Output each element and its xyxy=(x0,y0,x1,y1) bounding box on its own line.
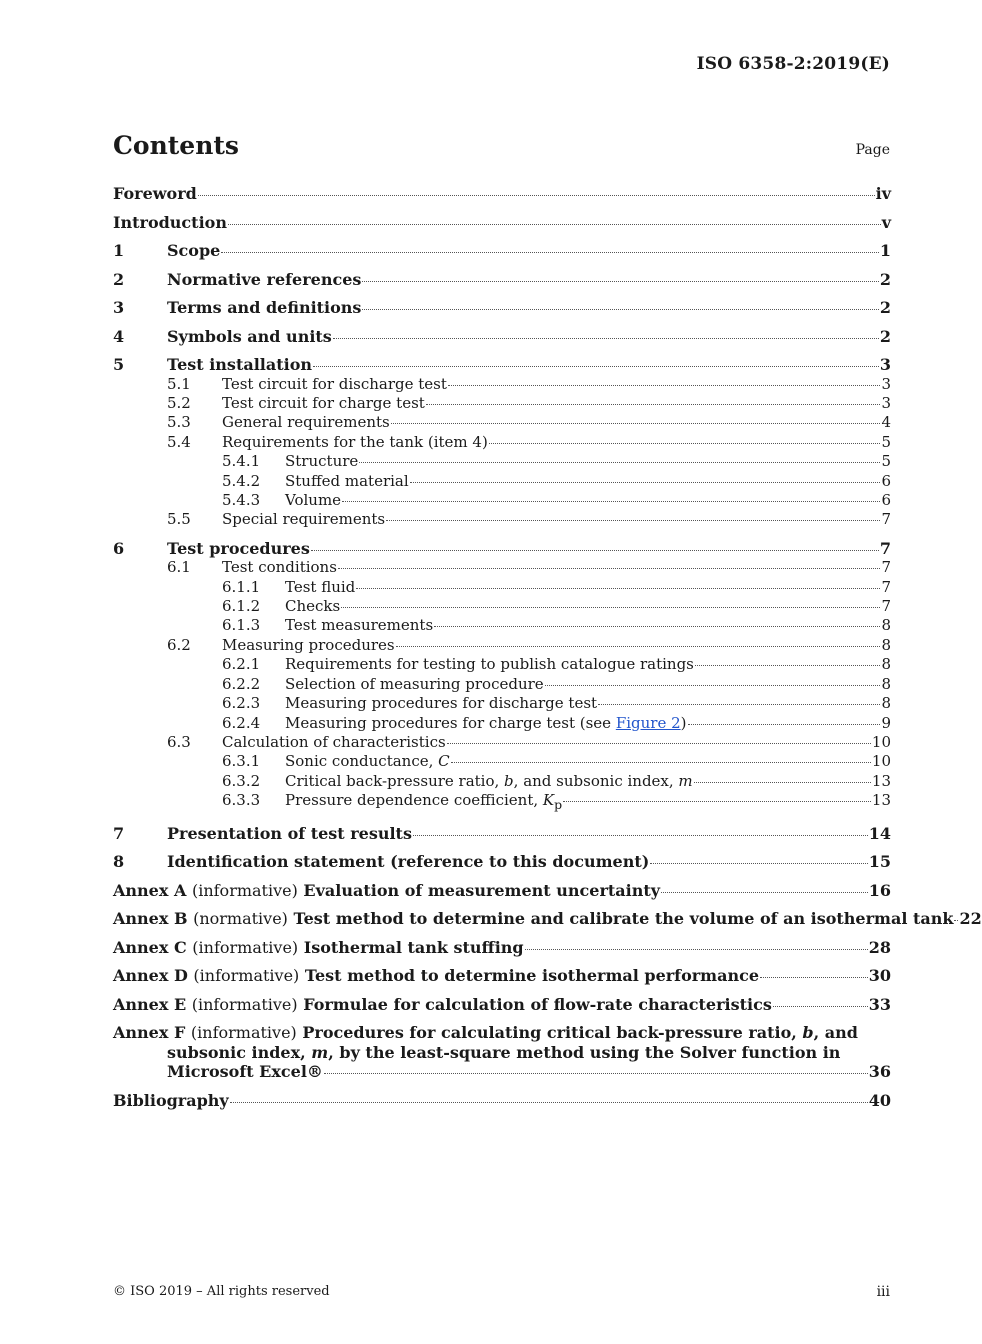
toc-entry-annex-f[interactable] xyxy=(113,1023,891,1082)
dot-leader xyxy=(386,520,880,521)
annex-f-line-2: subsonic index, m, by the least-square method using the Solver function in xyxy=(167,1042,841,1062)
toc-entry-annex-a[interactable]: Annex A (informative) Evaluation of measurement uncertainty 16 xyxy=(113,880,891,900)
annex-f-line-1: Annex F (informative) Procedures for calculating critical back-pressure ratio, b, and xyxy=(113,1023,858,1043)
toc-entry-5-3[interactable]: 5.3 General requirements 4 xyxy=(167,413,891,432)
dot-leader xyxy=(650,863,867,864)
toc-entry-6-2-4[interactable]: 6.2.4 Measuring procedures for charge test (see Figure 2) 9 xyxy=(222,713,891,732)
dot-leader xyxy=(341,607,880,608)
toc-entry-2-normative-references[interactable]: 2 Normative references 2 xyxy=(113,269,891,289)
dot-leader xyxy=(362,281,878,282)
dot-leader xyxy=(448,385,881,386)
toc-entry-6-1-2[interactable]: 6.1.2 Checks 7 xyxy=(222,597,891,616)
toc-entry-6-3-2[interactable]: 6.3.2 Critical back-pressure ratio, b, and subsonic index, m 13 xyxy=(222,771,891,790)
dot-leader xyxy=(773,1006,868,1007)
dot-leader xyxy=(198,195,875,196)
toc-entry-3-terms-and-definitions[interactable]: 3 Terms and definitions 2 xyxy=(113,298,891,317)
toc-entry-annex-e[interactable]: Annex E (informative) Formulae for calculation of flow-rate characteristics 33 xyxy=(113,994,891,1014)
dot-leader xyxy=(434,626,880,627)
dot-leader xyxy=(338,568,881,569)
dot-leader xyxy=(426,404,881,405)
dot-leader xyxy=(311,550,879,551)
toc-entry-6-1[interactable]: 6.1 Test conditions 7 xyxy=(167,558,891,577)
toc-entry-6-3[interactable]: 6.3 Calculation of characteristics 10 xyxy=(167,732,891,751)
toc-entry-6-test-procedures[interactable]: 6 Test procedures 7 xyxy=(113,538,891,558)
toc-entry-6-1-3[interactable]: 6.1.3 Test measurements 8 xyxy=(222,616,891,635)
toc-entry-6-3-1[interactable]: 6.3.1 Sonic conductance, C 10 xyxy=(222,752,891,771)
dot-leader xyxy=(313,366,879,367)
toc-entry-title: Annex C (informative) Isothermal tank stuffing xyxy=(113,937,524,957)
toc-entry-foreword[interactable]: Foreword iv xyxy=(113,184,891,203)
dot-leader xyxy=(413,835,868,836)
toc-entry-title: Sonic conductance, C xyxy=(285,752,450,771)
toc-entry-bibliography[interactable]: Bibliography 40 xyxy=(113,1090,891,1110)
toc-entry-6-2-3[interactable]: 6.2.3 Measuring procedures for discharge test 8 xyxy=(222,694,891,713)
dot-leader xyxy=(324,1073,868,1074)
toc-entry-5-4-3[interactable]: 5.4.3 Volume 6 xyxy=(222,490,891,509)
toc-entry-title: Annex B (normative) Test method to determine and calibrate the volume of an isothermal tank xyxy=(113,909,954,929)
toc-entry-6-2[interactable]: 6.2 Measuring procedures 8 xyxy=(167,635,891,654)
document-id: ISO 6358-2:2019(E) xyxy=(696,54,890,74)
toc-entry-6-3-3[interactable]: 6.3.3 Pressure dependence coefficient, $K_p$ 13 xyxy=(113,791,891,814)
toc-entry-annex-d[interactable]: Annex D (informative) Test method to determine isothermal performance 30 xyxy=(113,966,891,986)
toc-entry-title: Annex D (informative) Test method to determine isothermal performance xyxy=(113,966,760,986)
dot-leader xyxy=(396,646,881,647)
toc-entry-8-identification[interactable]: 8 Identification statement (reference to this document) 15 xyxy=(113,852,891,872)
toc-entry-5-1[interactable]: 5.1 Test circuit for discharge test 3 xyxy=(167,374,891,393)
dot-leader xyxy=(359,462,880,463)
toc-entry-5-2[interactable]: 5.2 Test circuit for charge test 3 xyxy=(167,393,891,412)
dot-leader xyxy=(342,501,880,502)
dot-leader xyxy=(545,685,881,686)
toc-entry-introduction[interactable]: Introduction v xyxy=(113,212,891,232)
toc-entry-title: Pressure dependence coefficient, $K_p$ xyxy=(285,791,563,813)
toc-entry-5-4-1[interactable]: 5.4.1 Structure 5 xyxy=(222,452,891,471)
dot-leader xyxy=(661,892,868,893)
toc-entry-5-test-installation[interactable]: 5 Test installation 3 xyxy=(113,355,891,374)
footer-copyright: © ISO 2019 – All rights reserved xyxy=(113,1284,330,1299)
toc-entry-1-scope[interactable]: 1 Scope 1 xyxy=(113,241,891,260)
figure-2-link[interactable]: Figure 2 xyxy=(615,713,681,732)
toc-entry-title: Critical back-pressure ratio, b, and subsonic index, m xyxy=(285,771,693,790)
dot-leader xyxy=(695,665,881,666)
footer-page-number: iii xyxy=(876,1284,890,1300)
toc-entry-annex-c[interactable]: Annex C (informative) Isothermal tank stuffing 28 xyxy=(113,937,891,957)
page-column-label: Page xyxy=(855,142,890,158)
toc-entry-7-presentation[interactable]: 7 Presentation of test results 14 xyxy=(113,823,891,843)
table-of-contents xyxy=(113,184,982,1110)
dot-leader xyxy=(694,782,871,783)
toc-entry-5-4-2[interactable]: 5.4.2 Stuffed material 6 xyxy=(222,471,891,490)
toc-entry-6-1-1[interactable]: 6.1.1 Test fluid 7 xyxy=(222,577,891,596)
dot-leader xyxy=(447,743,871,744)
dot-leader xyxy=(221,252,879,253)
dot-leader xyxy=(489,443,881,444)
dot-leader xyxy=(688,724,881,725)
dot-leader xyxy=(598,704,880,705)
dot-leader xyxy=(410,482,881,483)
dot-leader xyxy=(525,949,868,950)
toc-entry-5-4[interactable]: 5.4 Requirements for the tank (item 4) 5 xyxy=(167,432,891,451)
dot-leader xyxy=(563,801,871,802)
dot-leader xyxy=(391,423,881,424)
dot-leader xyxy=(362,309,878,310)
contents-heading: Contents xyxy=(113,131,240,160)
toc-entry-title: Measuring procedures for charge test (see Figure 2) xyxy=(285,713,687,732)
annex-f-line-3: Microsoft Excel® 36 xyxy=(167,1062,891,1082)
dot-leader xyxy=(356,588,880,589)
toc-entry-5-5[interactable]: 5.5 Special requirements 7 xyxy=(167,510,891,529)
toc-entry-title: Annex A (informative) Evaluation of measurement uncertainty xyxy=(113,880,661,900)
dot-leader xyxy=(954,920,958,921)
dot-leader xyxy=(451,762,871,763)
dot-leader xyxy=(228,224,881,225)
toc-entry-4-symbols-and-units[interactable]: 4 Symbols and units 2 xyxy=(113,326,891,346)
dot-leader xyxy=(760,977,868,978)
toc-entry-6-2-1[interactable]: 6.2.1 Requirements for testing to publish catalogue ratings 8 xyxy=(222,655,891,674)
toc-entry-annex-b[interactable]: Annex B (normative) Test method to determine and calibrate the volume of an isothermal tank 22 xyxy=(113,909,982,929)
toc-entry-6-2-2[interactable]: 6.2.2 Selection of measuring procedure 8 xyxy=(222,674,891,693)
dot-leader xyxy=(230,1102,868,1103)
dot-leader xyxy=(333,338,879,339)
toc-entry-title: Annex E (informative) Formulae for calculation of flow-rate characteristics xyxy=(113,994,772,1014)
